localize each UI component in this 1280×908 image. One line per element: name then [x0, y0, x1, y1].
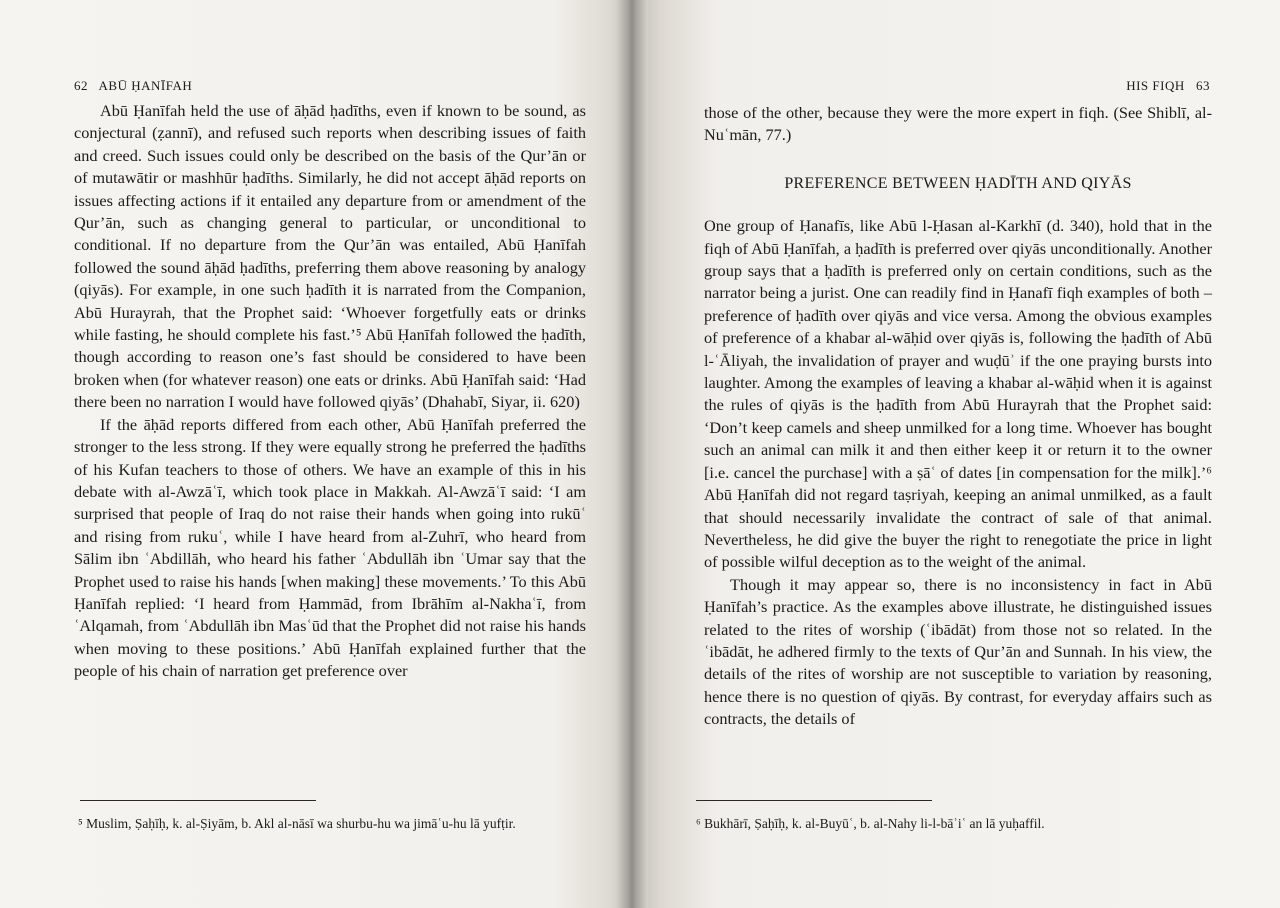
- left-running-title: ABŪ ḤANĪFAH: [98, 78, 193, 93]
- right-footnote-rule: [696, 800, 932, 801]
- left-paragraph-1: Abū Ḥanīfah held the use of āḥād ḥadīths, even if known to be sound, as conjectural (ẓannī), and refused such reports when describing issues of faith and creed. Such issues could only be described on the basis of the Qur’ān or of mutawātir or mashhūr ḥadīths. Similarly, he did not accept āḥād reports on issues affecting actions if it entailed any departure from or amendment of the Qur’ān, such as changing general to particular, or unconditional to conditional. If no departure from the Qur’ān was entailed, Abū Ḥanīfah followed the sound āḥād ḥadīths, preferring them above reasoning by analogy (qiyās). For example, in one such ḥadīth it is narrated from the Companion, Abū Hurayrah, that the Prophet said: ‘Whoever forgetfully eats or drinks while fasting, he should complete his fast.’⁵ Abū Ḥanīfah followed the ḥadīth, though according to reason one’s fast should be considered to have been broken when (for whatever reason) one eats or drinks. Abū Ḥanīfah said: ‘Had there been no narration I would have followed qiyās’ (Dhahabī, Siyar, ii. 620): [74, 101, 586, 412]
- right-page-number: 63: [1196, 78, 1210, 93]
- section-title: PREFERENCE BETWEEN ḤADĪTH AND QIYĀS: [784, 174, 1132, 192]
- left-paragraph-2: If the āḥād reports differed from each other, Abū Ḥanīfah preferred the stronger to the less strong. If they were equally strong he preferred the ḥadīths of his Kufan teachers to those of others. We have an example of this in his debate with al-Awzāʿī, which took place in Makkah. Al-Awzāʿī said: ‘I am surprised that people of Iraq do not raise their hands when going into rukūʿ and rising from rukuʿ, while I have heard from al-Zuhrī, who heard from Sālim ibn ʿAbdillāh, who heard his father ʿAbdullāh ibn ʿUmar say that the Prophet used to raise his hands [when making] these movements.’ To this Abū Ḥanīfah replied: ‘I heard from Ḥammād, from Ibrāhīm al-Nakhaʿī, from ʿAlqamah, from ʿAbdullāh ibn Masʿūd that the Prophet did not raise his hands when moving to these positions.’ Abū Ḥanīfah explained further that the people of his chain of narration get preference over: [74, 414, 586, 681]
- left-page-number: 62: [74, 78, 88, 93]
- left-footnote-rule: [80, 800, 316, 801]
- left-footnote: ⁵ Muslim, Ṣaḥīḥ, k. al-Ṣiyām, b. Akl al-nāsī wa shurbu-hu wa jimāʿu-hu lā yufṭir.: [78, 816, 516, 831]
- right-paragraph-2: Though it may appear so, there is no inconsistency in fact in Abū Ḥanīfah’s practice. As the examples above illustrate, he distinguished issues related to the rites of worship (ʿibādāt) from those not so related. In the ʿibādāt, he adhered firmly to the texts of Qur’ān and Sunnah. In his view, the details of the rites of worship are not susceptible to variation by reasoning, hence there is no question of qiyās. By contrast, for everyday affairs such as contracts, the details of: [704, 574, 1212, 729]
- right-opening-paragraph: those of the other, because they were the more expert in fiqh. (See Shiblī, al-Nuʿmān, 77.): [704, 103, 1212, 145]
- left-body-text: [74, 100, 586, 683]
- right-running-title: HIS FIQH: [1126, 78, 1185, 93]
- right-footnote: ⁶ Bukhārī, Ṣaḥīḥ, k. al-Buyūʿ, b. al-Nahy li-l-bāʾiʿ an lā yuḥaffil.: [696, 816, 1045, 831]
- right-body-text: [704, 102, 1212, 731]
- book-gutter: [616, 0, 648, 908]
- right-paragraph-1: One group of Ḥanafīs, like Abū l-Ḥasan al-Karkhī (d. 340), hold that in the fiqh of Abū Ḥanīfah, a ḥadīth is preferred over qiyās unconditionally. Another group says that a ḥadīth is preferred only on certain conditions, such as the narrator being a jurist. One can readily find in Ḥanafī fiqh examples of both – preference of ḥadīth over qiyās and vice versa. Among the obvious examples of preference of a khabar al-wāḥid over qiyās is, following the ḥadīth of Abū l-ʿĀliyah, the invalidation of prayer and wuḍūʾ if the one praying bursts into laughter. Among the examples of leaving a khabar al-wāḥid when it is against the rules of qiyās is the ḥadīth from Abū Hurayrah that the Prophet said: ‘Don’t keep camels and sheep unmilked for a long time. Whoever has bought such an animal can milk it and then either keep it or return it to the owner [i.e. cancel the purchase] with a ṣāʿ of dates [in compensation for the milk].’⁶ Abū Ḥanīfah did not regard taṣriyah, keeping an animal unmilked, as a fault that should necessarily invalidate the contract of sale of that animal. Nevertheless, he did give the buyer the right to renegotiate the price in light of possible wilful deception as to the weight of the animal.: [704, 216, 1212, 572]
- left-running-head: [74, 78, 192, 94]
- right-running-head: [1126, 78, 1210, 94]
